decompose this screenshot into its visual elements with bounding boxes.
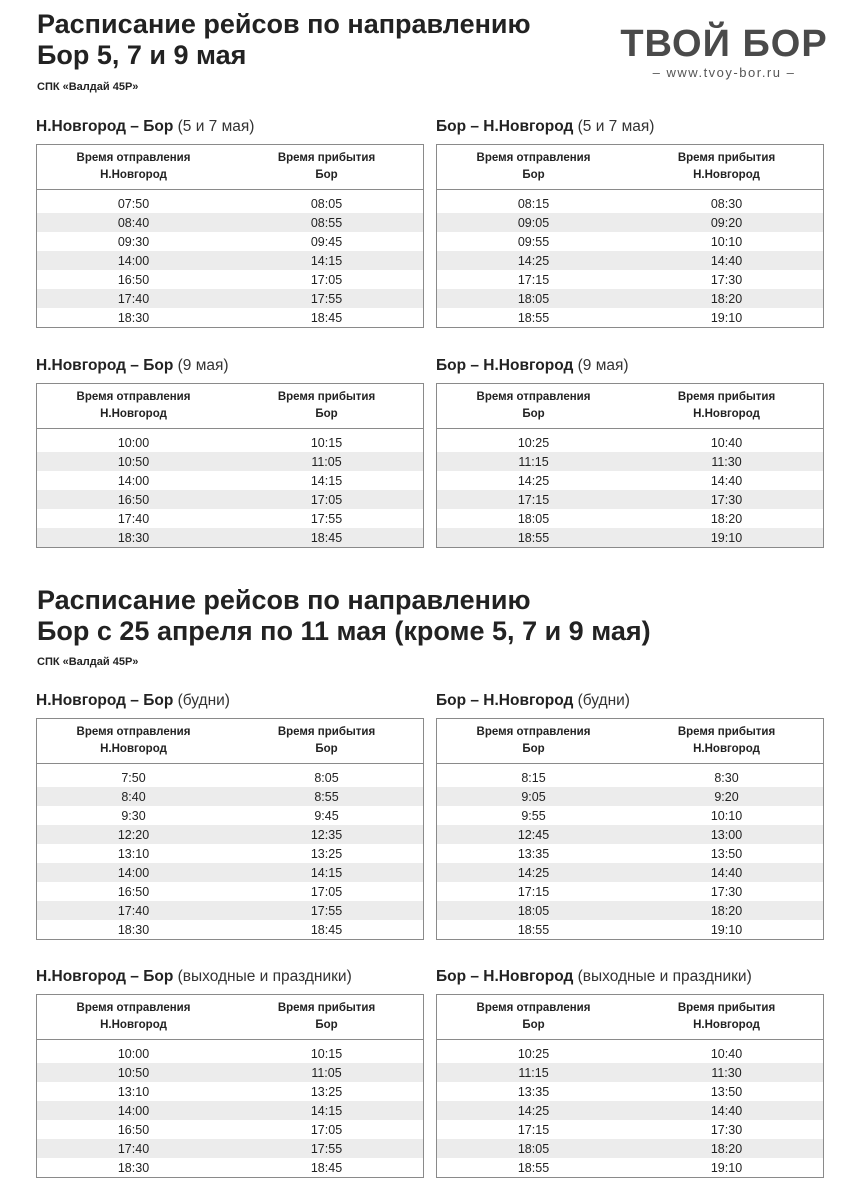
header-line: Время отправления [476,152,591,164]
arrival-header [230,150,423,184]
table-row [437,194,823,213]
arrival-header [630,724,823,758]
header-line: Время отправления [76,152,191,164]
table-row [37,289,423,308]
arrival-time: 13:25 [310,846,343,861]
arrival-time: 14:40 [710,1103,743,1118]
departure-time: 14:25 [517,865,550,880]
departure-time: 18:55 [517,310,550,325]
departure-time: 7:50 [121,770,146,785]
schedule-table [436,383,824,548]
table-title [36,117,424,137]
table-header [37,719,423,764]
departure-time: 18:05 [517,511,550,526]
schedule-bor-nn-weekends [436,967,824,1178]
route-label: Бор – Н.Новгород [436,357,574,374]
arrival-time: 13:00 [710,827,743,842]
table-row [37,844,423,863]
table-row [37,528,423,547]
table-body [437,190,823,327]
table-row [437,1101,823,1120]
table-row [437,452,823,471]
arrival-time: 09:45 [310,234,343,249]
schedule-bor-nn-weekdays [436,691,824,940]
table-body [437,764,823,939]
schedule-table [36,383,424,548]
arrival-time: 17:05 [310,884,343,899]
arrival-time: 10:40 [710,1046,743,1061]
schedule-nn-bor-weekends [36,967,424,1178]
arrival-header [630,389,823,423]
table-row [37,882,423,901]
date-note: (будни) [577,692,630,709]
arrival-time: 17:30 [710,272,743,287]
table-row [437,509,823,528]
table-row [37,1158,423,1177]
arrival-time: 12:35 [310,827,343,842]
table-row [37,825,423,844]
header-line: Бор [522,743,545,755]
departure-header [437,150,630,184]
arrival-time: 17:30 [710,884,743,899]
table-title [436,967,824,987]
arrival-time: 11:05 [311,1065,342,1080]
table-title [436,356,824,376]
date-note: (будни) [177,692,230,709]
departure-header [37,1000,230,1034]
departure-time: 08:40 [117,215,150,230]
schedule-table [436,994,824,1178]
header-line: Н.Новгород [100,743,167,755]
arrival-time: 17:05 [310,492,343,507]
arrival-time: 9:20 [714,789,739,804]
departure-time: 18:30 [117,922,150,937]
table-row [437,213,823,232]
departure-time: 14:00 [117,1103,150,1118]
section1-title [37,9,531,71]
arrival-time: 18:45 [310,310,343,325]
table-row [37,213,423,232]
schedule-table [36,144,424,328]
section1-vessel: СПК «Валдай 45Р» [37,81,139,93]
arrival-time: 8:05 [314,770,339,785]
table-header [437,384,823,429]
schedule-table [436,144,824,328]
table-title [436,691,824,711]
arrival-time: 13:25 [310,1084,343,1099]
departure-time: 18:05 [517,903,550,918]
route-label: Бор – Н.Новгород [436,692,574,709]
departure-time: 09:55 [517,234,550,249]
departure-time: 14:25 [517,473,550,488]
table-row [437,920,823,939]
departure-time: 10:25 [517,1046,550,1061]
schedule-table [36,994,424,1178]
arrival-time: 09:20 [710,215,743,230]
schedule-bor-nn-may5-7 [436,117,824,328]
date-note: (5 и 7 мая) [177,118,255,135]
table-row [437,308,823,327]
arrival-time: 08:55 [310,215,343,230]
table-row [37,509,423,528]
arrival-time: 19:10 [710,530,743,545]
table-row [37,920,423,939]
header-line: Бор [315,408,338,420]
table-row [437,1139,823,1158]
departure-time: 08:15 [517,196,550,211]
table-title [436,117,824,137]
route-label: Н.Новгород – Бор [36,692,174,709]
arrival-time: 17:30 [710,1122,743,1137]
departure-time: 18:55 [517,922,550,937]
schedule-nn-bor-may5-7 [36,117,424,328]
departure-time: 14:00 [117,865,150,880]
route-label: Н.Новгород – Бор [36,357,174,374]
arrival-time: 13:50 [710,846,743,861]
departure-time: 16:50 [117,272,150,287]
arrival-header [230,724,423,758]
departure-time: 07:50 [117,196,150,211]
departure-time: 12:20 [117,827,150,842]
departure-time: 17:40 [117,903,150,918]
arrival-time: 17:55 [310,511,343,526]
arrival-time: 19:10 [710,310,743,325]
schedule-nn-bor-may9 [36,356,424,548]
section2-title [37,585,651,647]
table-row [37,251,423,270]
table-row [437,1063,823,1082]
departure-time: 17:40 [117,511,150,526]
table-row [437,806,823,825]
header-line: Н.Новгород [693,743,760,755]
header-line: Бор [522,1019,545,1031]
departure-time: 17:15 [517,272,550,287]
table-row [37,1044,423,1063]
arrival-header [630,1000,823,1034]
section2-title-line2: Бор с 25 апреля по 11 мая (кроме 5, 7 и 9 мая) [37,616,651,646]
table-body [37,190,423,327]
arrival-time: 11:30 [711,454,742,469]
departure-time: 17:15 [517,1122,550,1137]
arrival-time: 18:45 [310,1160,343,1175]
table-body [437,429,823,547]
header-line: Бор [522,169,545,181]
arrival-time: 08:05 [310,196,343,211]
table-row [437,1120,823,1139]
section2-vessel: СПК «Валдай 45Р» [37,656,139,668]
table-row [37,768,423,787]
table-title [36,967,424,987]
header-line: Бор [315,169,338,181]
arrival-time: 17:55 [310,1141,343,1156]
arrival-header [630,150,823,184]
table-row [37,490,423,509]
arrival-header [230,1000,423,1034]
departure-time: 10:50 [117,454,150,469]
table-header [437,719,823,764]
table-body [37,764,423,939]
arrival-time: 10:15 [310,435,343,450]
arrival-header [230,389,423,423]
header-line: Время прибытия [277,1002,376,1014]
logo-url: – www.tvoy-bor.ru – [652,65,796,80]
arrival-time: 9:45 [314,808,339,823]
arrival-time: 19:10 [710,1160,743,1175]
header-line: Н.Новгород [693,1019,760,1031]
date-note: (9 мая) [177,357,229,374]
table-row [37,1120,423,1139]
departure-time: 17:40 [117,1141,150,1156]
header-line: Время прибытия [277,391,376,403]
arrival-time: 19:10 [710,922,743,937]
header-line: Бор [315,743,338,755]
table-row [437,863,823,882]
table-row [37,787,423,806]
arrival-time: 17:05 [310,1122,343,1137]
arrival-time: 18:20 [710,1141,743,1156]
departure-header [437,1000,630,1034]
table-row [37,863,423,882]
departure-time: 18:30 [117,310,150,325]
header-line: Время отправления [476,391,591,403]
table-row [37,232,423,251]
arrival-time: 11:30 [711,1065,742,1080]
arrival-time: 18:20 [710,903,743,918]
arrival-time: 8:55 [314,789,339,804]
table-title [36,691,424,711]
header-line: Время отправления [476,726,591,738]
table-row [37,1063,423,1082]
arrival-time: 10:10 [710,808,743,823]
departure-time: 14:25 [517,253,550,268]
departure-time: 18:30 [117,1160,150,1175]
table-title [36,356,424,376]
table-header [437,995,823,1040]
table-body [437,1040,823,1177]
arrival-time: 14:15 [310,473,343,488]
departure-time: 18:55 [517,1160,550,1175]
table-row [437,844,823,863]
arrival-time: 14:40 [710,865,743,880]
date-note: (5 и 7 мая) [577,118,655,135]
table-row [437,433,823,452]
header-line: Время прибытия [277,152,376,164]
table-row [437,270,823,289]
arrival-time: 11:05 [311,454,342,469]
arrival-time: 14:15 [310,865,343,880]
departure-time: 12:45 [517,827,550,842]
arrival-time: 10:40 [710,435,743,450]
table-row [437,490,823,509]
table-row [437,1044,823,1063]
departure-time: 18:30 [117,530,150,545]
arrival-time: 8:30 [714,770,739,785]
header-line: Н.Новгород [100,169,167,181]
departure-time: 17:15 [517,492,550,507]
table-row [37,194,423,213]
section1-title-line2: Бор 5, 7 и 9 мая [37,40,247,70]
header-line: Н.Новгород [100,408,167,420]
schedule-nn-bor-weekdays [36,691,424,940]
departure-time: 17:15 [517,884,550,899]
arrival-time: 17:30 [710,492,743,507]
header-line: Время отправления [476,1002,591,1014]
departure-time: 14:00 [117,473,150,488]
header-line: Время прибытия [677,726,776,738]
table-row [437,882,823,901]
route-label: Бор – Н.Новгород [436,118,574,135]
departure-header [37,724,230,758]
table-row [437,289,823,308]
departure-time: 16:50 [117,492,150,507]
departure-time: 14:25 [517,1103,550,1118]
departure-time: 13:10 [117,1084,150,1099]
date-note: (выходные и праздники) [177,968,352,985]
table-row [437,1082,823,1101]
header-line: Время прибытия [277,726,376,738]
arrival-time: 18:45 [310,922,343,937]
departure-time: 9:05 [521,789,546,804]
table-row [437,232,823,251]
table-row [437,1158,823,1177]
header-line: Время отправления [76,726,191,738]
departure-time: 10:00 [117,435,150,450]
schedule-bor-nn-may9 [436,356,824,548]
table-row [37,308,423,327]
table-row [37,433,423,452]
table-row [37,1082,423,1101]
departure-time: 13:35 [517,1084,550,1099]
arrival-time: 17:05 [310,272,343,287]
departure-header [437,724,630,758]
date-note: (9 мая) [577,357,629,374]
table-row [37,901,423,920]
table-header [37,384,423,429]
table-row [37,270,423,289]
departure-time: 18:05 [517,291,550,306]
departure-header [37,150,230,184]
header-line: Время отправления [76,1002,191,1014]
schedule-table [436,718,824,940]
header-line: Н.Новгород [693,408,760,420]
departure-time: 8:40 [121,789,146,804]
arrival-time: 14:15 [310,253,343,268]
route-label: Н.Новгород – Бор [36,968,174,985]
departure-time: 11:15 [518,1065,549,1080]
arrival-time: 18:45 [310,530,343,545]
header-line: Бор [315,1019,338,1031]
header-line: Время прибытия [677,152,776,164]
departure-time: 9:30 [121,808,146,823]
table-header [37,145,423,190]
header-line: Бор [522,408,545,420]
departure-time: 17:40 [117,291,150,306]
header-line: Н.Новгород [693,169,760,181]
table-row [437,901,823,920]
route-label: Бор – Н.Новгород [436,968,574,985]
route-label: Н.Новгород – Бор [36,118,174,135]
departure-header [437,389,630,423]
arrival-time: 10:15 [310,1046,343,1061]
header-line: Время прибытия [677,1002,776,1014]
table-row [437,825,823,844]
arrival-time: 18:20 [710,511,743,526]
header-line: Время отправления [76,391,191,403]
header-line: Время прибытия [677,391,776,403]
table-row [437,768,823,787]
table-body [37,1040,423,1177]
section2-title-line1: Расписание рейсов по направлению [37,585,531,615]
arrival-time: 14:40 [710,253,743,268]
table-row [37,806,423,825]
arrival-time: 18:20 [710,291,743,306]
table-row [437,251,823,270]
departure-header [37,389,230,423]
date-note: (выходные и праздники) [577,968,752,985]
departure-time: 10:50 [117,1065,150,1080]
departure-time: 10:00 [117,1046,150,1061]
table-row [37,452,423,471]
table-header [437,145,823,190]
table-header [37,995,423,1040]
departure-time: 09:05 [517,215,550,230]
header-line: Н.Новгород [100,1019,167,1031]
departure-time: 9:55 [521,808,546,823]
schedule-table [36,718,424,940]
table-body [37,429,423,547]
arrival-time: 14:40 [710,473,743,488]
departure-time: 11:15 [518,454,549,469]
departure-time: 18:05 [517,1141,550,1156]
departure-time: 09:30 [117,234,150,249]
departure-time: 18:55 [517,530,550,545]
table-row [437,528,823,547]
arrival-time: 08:30 [710,196,743,211]
table-row [37,471,423,490]
departure-time: 13:10 [117,846,150,861]
site-logo [612,24,836,80]
section1-title-line1: Расписание рейсов по направлению [37,9,531,39]
table-row [437,787,823,806]
arrival-time: 13:50 [710,1084,743,1099]
arrival-time: 10:10 [710,234,743,249]
table-row [37,1139,423,1158]
departure-time: 14:00 [117,253,150,268]
departure-time: 16:50 [117,1122,150,1137]
table-row [37,1101,423,1120]
departure-time: 13:35 [517,846,550,861]
departure-time: 10:25 [517,435,550,450]
arrival-time: 17:55 [310,291,343,306]
arrival-time: 17:55 [310,903,343,918]
arrival-time: 14:15 [310,1103,343,1118]
table-row [437,471,823,490]
departure-time: 16:50 [117,884,150,899]
departure-time: 8:15 [521,770,546,785]
logo-name: ТВОЙ БОР [620,23,828,65]
